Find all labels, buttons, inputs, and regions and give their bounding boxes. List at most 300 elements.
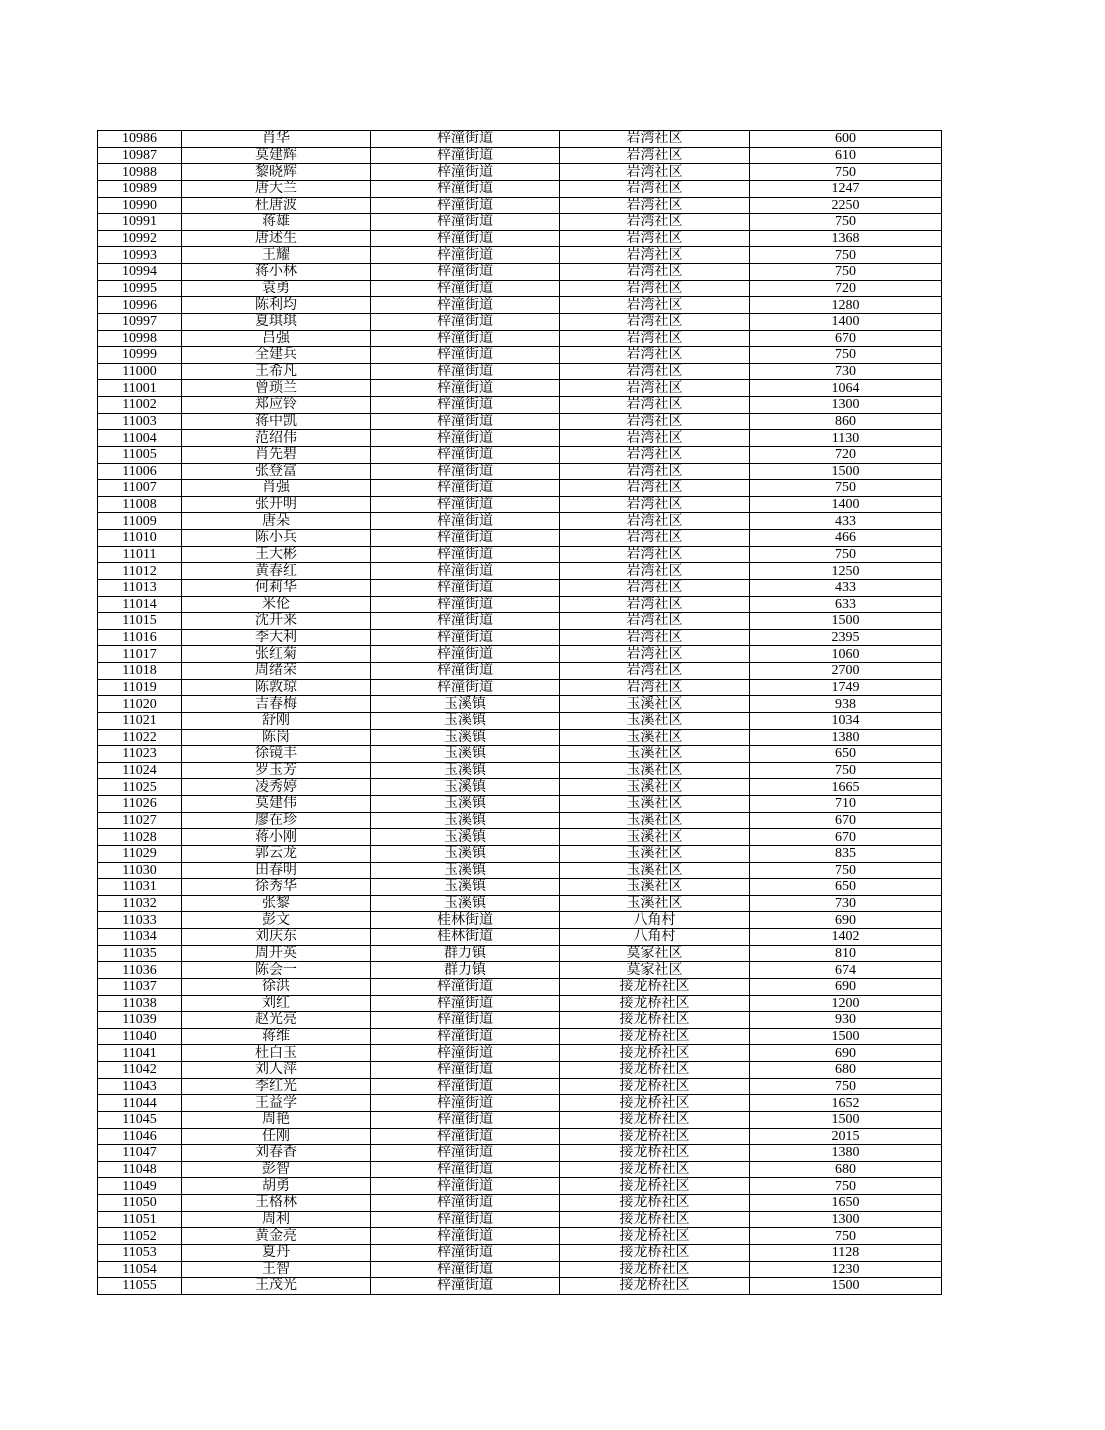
table-row bbox=[98, 446, 942, 463]
name-cell: 蒋维 bbox=[182, 1028, 371, 1045]
row-number-cell: 11055 bbox=[98, 1278, 182, 1295]
table-row bbox=[98, 513, 942, 530]
amount-cell: 750 bbox=[750, 164, 942, 181]
name-cell: 何莉华 bbox=[182, 579, 371, 596]
name-cell: 袁勇 bbox=[182, 280, 371, 297]
table-row bbox=[98, 1161, 942, 1178]
street-cell: 玉溪镇 bbox=[371, 762, 560, 779]
community-cell: 岩湾社区 bbox=[560, 579, 750, 596]
amount-cell: 1368 bbox=[750, 230, 942, 247]
street-cell: 群力镇 bbox=[371, 962, 560, 979]
street-cell: 桂林街道 bbox=[371, 912, 560, 929]
street-cell: 梓潼街道 bbox=[371, 413, 560, 430]
table-row bbox=[98, 1128, 942, 1145]
street-cell: 梓潼街道 bbox=[371, 247, 560, 264]
row-number-cell: 11023 bbox=[98, 746, 182, 763]
street-cell: 梓潼街道 bbox=[371, 1278, 560, 1295]
name-cell: 徐秀华 bbox=[182, 879, 371, 896]
table-row bbox=[98, 629, 942, 646]
street-cell: 玉溪镇 bbox=[371, 696, 560, 713]
name-cell: 杜唐波 bbox=[182, 197, 371, 214]
street-cell: 梓潼街道 bbox=[371, 1178, 560, 1195]
community-cell: 接龙桥社区 bbox=[560, 978, 750, 995]
row-number-cell: 11040 bbox=[98, 1028, 182, 1045]
community-cell: 岩湾社区 bbox=[560, 563, 750, 580]
street-cell: 玉溪镇 bbox=[371, 845, 560, 862]
community-cell: 岩湾社区 bbox=[560, 596, 750, 613]
table-row bbox=[98, 596, 942, 613]
name-cell: 王耀 bbox=[182, 247, 371, 264]
community-cell: 玉溪社区 bbox=[560, 696, 750, 713]
table-row bbox=[98, 912, 942, 929]
community-cell: 岩湾社区 bbox=[560, 430, 750, 447]
row-number-cell: 11048 bbox=[98, 1161, 182, 1178]
street-cell: 梓潼街道 bbox=[371, 646, 560, 663]
community-cell: 岩湾社区 bbox=[560, 480, 750, 497]
row-number-cell: 11047 bbox=[98, 1145, 182, 1162]
community-cell: 接龙桥社区 bbox=[560, 1228, 750, 1245]
community-cell: 接龙桥社区 bbox=[560, 1045, 750, 1062]
amount-cell: 633 bbox=[750, 596, 942, 613]
name-cell: 吕强 bbox=[182, 330, 371, 347]
community-cell: 玉溪社区 bbox=[560, 796, 750, 813]
amount-cell: 1650 bbox=[750, 1195, 942, 1212]
name-cell: 胡勇 bbox=[182, 1178, 371, 1195]
street-cell: 梓潼街道 bbox=[371, 663, 560, 680]
community-cell: 接龙桥社区 bbox=[560, 1244, 750, 1261]
name-cell: 张红菊 bbox=[182, 646, 371, 663]
street-cell: 梓潼街道 bbox=[371, 1161, 560, 1178]
community-cell: 岩湾社区 bbox=[560, 397, 750, 414]
street-cell: 梓潼街道 bbox=[371, 1244, 560, 1261]
street-cell: 梓潼街道 bbox=[371, 230, 560, 247]
name-cell: 曾琐兰 bbox=[182, 380, 371, 397]
row-number-cell: 11045 bbox=[98, 1111, 182, 1128]
name-cell: 蒋中凯 bbox=[182, 413, 371, 430]
amount-cell: 1380 bbox=[750, 729, 942, 746]
row-number-cell: 11007 bbox=[98, 480, 182, 497]
table-row bbox=[98, 1211, 942, 1228]
row-number-cell: 11015 bbox=[98, 613, 182, 630]
street-cell: 玉溪镇 bbox=[371, 862, 560, 879]
table-row bbox=[98, 1278, 942, 1295]
amount-cell: 810 bbox=[750, 945, 942, 962]
table-row bbox=[98, 413, 942, 430]
street-cell: 梓潼街道 bbox=[371, 1028, 560, 1045]
street-cell: 梓潼街道 bbox=[371, 1145, 560, 1162]
amount-cell: 2395 bbox=[750, 629, 942, 646]
street-cell: 梓潼街道 bbox=[371, 1111, 560, 1128]
table-row bbox=[98, 812, 942, 829]
row-number-cell: 11000 bbox=[98, 363, 182, 380]
name-cell: 郑应铃 bbox=[182, 397, 371, 414]
name-cell: 刘春香 bbox=[182, 1145, 371, 1162]
table-row bbox=[98, 1028, 942, 1045]
community-cell: 岩湾社区 bbox=[560, 629, 750, 646]
table-row bbox=[98, 945, 942, 962]
community-cell: 岩湾社区 bbox=[560, 313, 750, 330]
table-row bbox=[98, 530, 942, 547]
street-cell: 梓潼街道 bbox=[371, 480, 560, 497]
row-number-cell: 11053 bbox=[98, 1244, 182, 1261]
street-cell: 玉溪镇 bbox=[371, 812, 560, 829]
table-row bbox=[98, 380, 942, 397]
street-cell: 梓潼街道 bbox=[371, 1045, 560, 1062]
amount-cell: 2250 bbox=[750, 197, 942, 214]
row-number-cell: 11016 bbox=[98, 629, 182, 646]
table-row bbox=[98, 613, 942, 630]
amount-cell: 1034 bbox=[750, 712, 942, 729]
name-cell: 王大彬 bbox=[182, 546, 371, 563]
community-cell: 接龙桥社区 bbox=[560, 1078, 750, 1095]
amount-cell: 690 bbox=[750, 912, 942, 929]
name-cell: 徐洪 bbox=[182, 978, 371, 995]
amount-cell: 720 bbox=[750, 446, 942, 463]
community-cell: 岩湾社区 bbox=[560, 214, 750, 231]
row-number-cell: 11050 bbox=[98, 1195, 182, 1212]
table-row bbox=[98, 679, 942, 696]
amount-cell: 860 bbox=[750, 413, 942, 430]
street-cell: 玉溪镇 bbox=[371, 879, 560, 896]
street-cell: 梓潼街道 bbox=[371, 579, 560, 596]
amount-cell: 730 bbox=[750, 363, 942, 380]
amount-cell: 835 bbox=[750, 845, 942, 862]
table-row bbox=[98, 180, 942, 197]
table-row bbox=[98, 845, 942, 862]
amount-cell: 1380 bbox=[750, 1145, 942, 1162]
name-cell: 王希凡 bbox=[182, 363, 371, 380]
name-cell: 周利 bbox=[182, 1211, 371, 1228]
table-row bbox=[98, 363, 942, 380]
amount-cell: 750 bbox=[750, 1178, 942, 1195]
table-row bbox=[98, 1244, 942, 1261]
community-cell: 岩湾社区 bbox=[560, 613, 750, 630]
community-cell: 接龙桥社区 bbox=[560, 1145, 750, 1162]
name-cell: 蒋雄 bbox=[182, 214, 371, 231]
street-cell: 梓潼街道 bbox=[371, 629, 560, 646]
amount-cell: 670 bbox=[750, 812, 942, 829]
community-cell: 岩湾社区 bbox=[560, 131, 750, 148]
table-row bbox=[98, 131, 942, 148]
street-cell: 梓潼街道 bbox=[371, 297, 560, 314]
community-cell: 玉溪社区 bbox=[560, 812, 750, 829]
table-row bbox=[98, 247, 942, 264]
name-cell: 彭智 bbox=[182, 1161, 371, 1178]
community-cell: 岩湾社区 bbox=[560, 280, 750, 297]
street-cell: 梓潼街道 bbox=[371, 679, 560, 696]
amount-cell: 433 bbox=[750, 513, 942, 530]
name-cell: 张开明 bbox=[182, 496, 371, 513]
amount-cell: 1128 bbox=[750, 1244, 942, 1261]
street-cell: 梓潼街道 bbox=[371, 463, 560, 480]
amount-cell: 2700 bbox=[750, 663, 942, 680]
amount-cell: 1402 bbox=[750, 929, 942, 946]
name-cell: 黎晓辉 bbox=[182, 164, 371, 181]
name-cell: 唐述生 bbox=[182, 230, 371, 247]
table-row bbox=[98, 879, 942, 896]
name-cell: 赵光亮 bbox=[182, 1012, 371, 1029]
street-cell: 梓潼街道 bbox=[371, 446, 560, 463]
name-cell: 王茂光 bbox=[182, 1278, 371, 1295]
amount-cell: 680 bbox=[750, 1161, 942, 1178]
amount-cell: 1500 bbox=[750, 613, 942, 630]
row-number-cell: 10993 bbox=[98, 247, 182, 264]
street-cell: 梓潼街道 bbox=[371, 513, 560, 530]
community-cell: 岩湾社区 bbox=[560, 546, 750, 563]
community-cell: 岩湾社区 bbox=[560, 330, 750, 347]
table-row bbox=[98, 696, 942, 713]
amount-cell: 1130 bbox=[750, 430, 942, 447]
community-cell: 岩湾社区 bbox=[560, 180, 750, 197]
amount-cell: 2015 bbox=[750, 1128, 942, 1145]
community-cell: 玉溪社区 bbox=[560, 779, 750, 796]
table-row bbox=[98, 962, 942, 979]
amount-cell: 720 bbox=[750, 280, 942, 297]
community-cell: 玉溪社区 bbox=[560, 879, 750, 896]
row-number-cell: 10992 bbox=[98, 230, 182, 247]
amount-cell: 1500 bbox=[750, 1111, 942, 1128]
community-cell: 岩湾社区 bbox=[560, 380, 750, 397]
row-number-cell: 11019 bbox=[98, 679, 182, 696]
community-cell: 接龙桥社区 bbox=[560, 1028, 750, 1045]
name-cell: 彭文 bbox=[182, 912, 371, 929]
name-cell: 罗玉芳 bbox=[182, 762, 371, 779]
name-cell: 沈开来 bbox=[182, 613, 371, 630]
name-cell: 凌秀婷 bbox=[182, 779, 371, 796]
row-number-cell: 11049 bbox=[98, 1178, 182, 1195]
row-number-cell: 11018 bbox=[98, 663, 182, 680]
community-cell: 接龙桥社区 bbox=[560, 1111, 750, 1128]
name-cell: 王益学 bbox=[182, 1095, 371, 1112]
name-cell: 吉春梅 bbox=[182, 696, 371, 713]
row-number-cell: 11013 bbox=[98, 579, 182, 596]
community-cell: 接龙桥社区 bbox=[560, 1278, 750, 1295]
community-cell: 玉溪社区 bbox=[560, 829, 750, 846]
table-row bbox=[98, 829, 942, 846]
table-row bbox=[98, 779, 942, 796]
community-cell: 岩湾社区 bbox=[560, 463, 750, 480]
street-cell: 梓潼街道 bbox=[371, 131, 560, 148]
community-cell: 岩湾社区 bbox=[560, 663, 750, 680]
name-cell: 李大利 bbox=[182, 629, 371, 646]
name-cell: 范绍伟 bbox=[182, 430, 371, 447]
amount-cell: 680 bbox=[750, 1062, 942, 1079]
community-cell: 岩湾社区 bbox=[560, 347, 750, 364]
amount-cell: 610 bbox=[750, 147, 942, 164]
community-cell: 岩湾社区 bbox=[560, 247, 750, 264]
street-cell: 梓潼街道 bbox=[371, 1195, 560, 1212]
row-number-cell: 11004 bbox=[98, 430, 182, 447]
name-cell: 周艳 bbox=[182, 1111, 371, 1128]
amount-cell: 1652 bbox=[750, 1095, 942, 1112]
name-cell: 王格林 bbox=[182, 1195, 371, 1212]
table-row bbox=[98, 347, 942, 364]
table-row bbox=[98, 1045, 942, 1062]
amount-cell: 1064 bbox=[750, 380, 942, 397]
row-number-cell: 11027 bbox=[98, 812, 182, 829]
street-cell: 梓潼街道 bbox=[371, 1128, 560, 1145]
table-row bbox=[98, 330, 942, 347]
street-cell: 梓潼街道 bbox=[371, 347, 560, 364]
community-cell: 莫家社区 bbox=[560, 962, 750, 979]
community-cell: 接龙桥社区 bbox=[560, 995, 750, 1012]
community-cell: 接龙桥社区 bbox=[560, 1012, 750, 1029]
name-cell: 全建兵 bbox=[182, 347, 371, 364]
data-table bbox=[97, 130, 942, 1295]
amount-cell: 750 bbox=[750, 247, 942, 264]
name-cell: 肖华 bbox=[182, 131, 371, 148]
table-row bbox=[98, 978, 942, 995]
row-number-cell: 10988 bbox=[98, 164, 182, 181]
row-number-cell: 11001 bbox=[98, 380, 182, 397]
amount-cell: 674 bbox=[750, 962, 942, 979]
community-cell: 玉溪社区 bbox=[560, 712, 750, 729]
amount-cell: 600 bbox=[750, 131, 942, 148]
table-row bbox=[98, 579, 942, 596]
amount-cell: 1280 bbox=[750, 297, 942, 314]
community-cell: 八角村 bbox=[560, 912, 750, 929]
street-cell: 梓潼街道 bbox=[371, 1261, 560, 1278]
street-cell: 梓潼街道 bbox=[371, 546, 560, 563]
table-row bbox=[98, 1195, 942, 1212]
table-row bbox=[98, 729, 942, 746]
amount-cell: 750 bbox=[750, 1078, 942, 1095]
name-cell: 任刚 bbox=[182, 1128, 371, 1145]
name-cell: 杜白玉 bbox=[182, 1045, 371, 1062]
street-cell: 梓潼街道 bbox=[371, 264, 560, 281]
community-cell: 玉溪社区 bbox=[560, 729, 750, 746]
row-number-cell: 11031 bbox=[98, 879, 182, 896]
community-cell: 莫家社区 bbox=[560, 945, 750, 962]
table-row bbox=[98, 230, 942, 247]
amount-cell: 1300 bbox=[750, 397, 942, 414]
community-cell: 岩湾社区 bbox=[560, 164, 750, 181]
community-cell: 岩湾社区 bbox=[560, 413, 750, 430]
amount-cell: 670 bbox=[750, 330, 942, 347]
row-number-cell: 10989 bbox=[98, 180, 182, 197]
street-cell: 梓潼街道 bbox=[371, 363, 560, 380]
table-row bbox=[98, 1012, 942, 1029]
amount-cell: 930 bbox=[750, 1012, 942, 1029]
name-cell: 廖在珍 bbox=[182, 812, 371, 829]
street-cell: 梓潼街道 bbox=[371, 330, 560, 347]
amount-cell: 690 bbox=[750, 978, 942, 995]
row-number-cell: 10990 bbox=[98, 197, 182, 214]
amount-cell: 690 bbox=[750, 1045, 942, 1062]
amount-cell: 750 bbox=[750, 762, 942, 779]
community-cell: 岩湾社区 bbox=[560, 530, 750, 547]
row-number-cell: 10991 bbox=[98, 214, 182, 231]
street-cell: 梓潼街道 bbox=[371, 380, 560, 397]
row-number-cell: 11035 bbox=[98, 945, 182, 962]
community-cell: 玉溪社区 bbox=[560, 862, 750, 879]
row-number-cell: 10997 bbox=[98, 313, 182, 330]
amount-cell: 750 bbox=[750, 546, 942, 563]
amount-cell: 710 bbox=[750, 796, 942, 813]
community-cell: 岩湾社区 bbox=[560, 513, 750, 530]
row-number-cell: 11042 bbox=[98, 1062, 182, 1079]
name-cell: 陈会一 bbox=[182, 962, 371, 979]
row-number-cell: 11006 bbox=[98, 463, 182, 480]
name-cell: 陈利均 bbox=[182, 297, 371, 314]
row-number-cell: 11017 bbox=[98, 646, 182, 663]
street-cell: 梓潼街道 bbox=[371, 147, 560, 164]
street-cell: 玉溪镇 bbox=[371, 729, 560, 746]
name-cell: 田春明 bbox=[182, 862, 371, 879]
name-cell: 莫建辉 bbox=[182, 147, 371, 164]
street-cell: 梓潼街道 bbox=[371, 1095, 560, 1112]
name-cell: 黄春红 bbox=[182, 563, 371, 580]
name-cell: 米伦 bbox=[182, 596, 371, 613]
table-row bbox=[98, 663, 942, 680]
street-cell: 梓潼街道 bbox=[371, 280, 560, 297]
amount-cell: 730 bbox=[750, 895, 942, 912]
table-row bbox=[98, 862, 942, 879]
table-body bbox=[98, 131, 942, 1295]
street-cell: 玉溪镇 bbox=[371, 746, 560, 763]
row-number-cell: 11052 bbox=[98, 1228, 182, 1245]
row-number-cell: 11033 bbox=[98, 912, 182, 929]
amount-cell: 750 bbox=[750, 347, 942, 364]
amount-cell: 1200 bbox=[750, 995, 942, 1012]
row-number-cell: 11024 bbox=[98, 762, 182, 779]
table-row bbox=[98, 313, 942, 330]
row-number-cell: 11021 bbox=[98, 712, 182, 729]
row-number-cell: 11036 bbox=[98, 962, 182, 979]
name-cell: 肖先碧 bbox=[182, 446, 371, 463]
table-row bbox=[98, 1228, 942, 1245]
street-cell: 梓潼街道 bbox=[371, 397, 560, 414]
name-cell: 周开英 bbox=[182, 945, 371, 962]
name-cell: 刘人萍 bbox=[182, 1062, 371, 1079]
amount-cell: 1250 bbox=[750, 563, 942, 580]
street-cell: 梓潼街道 bbox=[371, 563, 560, 580]
table-row bbox=[98, 746, 942, 763]
row-number-cell: 11046 bbox=[98, 1128, 182, 1145]
street-cell: 梓潼街道 bbox=[371, 596, 560, 613]
street-cell: 梓潼街道 bbox=[371, 180, 560, 197]
name-cell: 徐镜丰 bbox=[182, 746, 371, 763]
street-cell: 玉溪镇 bbox=[371, 895, 560, 912]
table-row bbox=[98, 397, 942, 414]
row-number-cell: 11029 bbox=[98, 845, 182, 862]
row-number-cell: 11022 bbox=[98, 729, 182, 746]
street-cell: 梓潼街道 bbox=[371, 1078, 560, 1095]
community-cell: 接龙桥社区 bbox=[560, 1261, 750, 1278]
table-row bbox=[98, 762, 942, 779]
community-cell: 接龙桥社区 bbox=[560, 1128, 750, 1145]
community-cell: 岩湾社区 bbox=[560, 646, 750, 663]
community-cell: 岩湾社区 bbox=[560, 496, 750, 513]
community-cell: 岩湾社区 bbox=[560, 297, 750, 314]
row-number-cell: 11054 bbox=[98, 1261, 182, 1278]
community-cell: 接龙桥社区 bbox=[560, 1161, 750, 1178]
community-cell: 玉溪社区 bbox=[560, 895, 750, 912]
table-row bbox=[98, 197, 942, 214]
street-cell: 梓潼街道 bbox=[371, 430, 560, 447]
name-cell: 张登富 bbox=[182, 463, 371, 480]
table-row bbox=[98, 480, 942, 497]
amount-cell: 1247 bbox=[750, 180, 942, 197]
table-row bbox=[98, 297, 942, 314]
table-row bbox=[98, 214, 942, 231]
amount-cell: 433 bbox=[750, 579, 942, 596]
name-cell: 唐大兰 bbox=[182, 180, 371, 197]
amount-cell: 650 bbox=[750, 879, 942, 896]
table-row bbox=[98, 1095, 942, 1112]
amount-cell: 750 bbox=[750, 1228, 942, 1245]
row-number-cell: 11005 bbox=[98, 446, 182, 463]
